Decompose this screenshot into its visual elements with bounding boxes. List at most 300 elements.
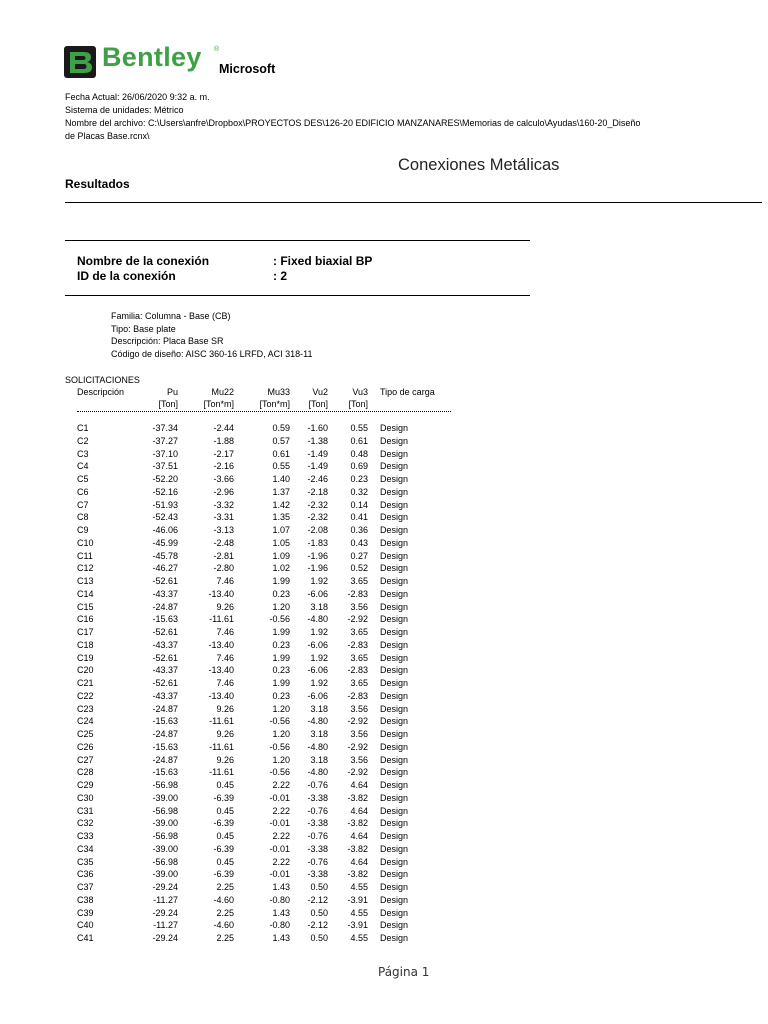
row-description: C20	[77, 665, 94, 676]
row-load-type: Design	[380, 525, 409, 535]
row-mu33: 1.09	[272, 550, 290, 561]
table-row	[0, 857, 768, 870]
table-row	[0, 908, 768, 921]
row-vu3: 4.64	[350, 831, 368, 841]
row-load-type: Design	[380, 754, 409, 765]
row-description: C32	[77, 818, 94, 829]
row-load-type: Design	[380, 831, 409, 841]
row-description: C25	[77, 729, 94, 739]
table-header-separator	[77, 411, 451, 412]
row-vu3: 3.56	[350, 754, 368, 765]
row-load-type: Design	[380, 716, 409, 727]
row-vu2: 1.92	[310, 627, 328, 637]
row-description: C40	[77, 920, 94, 931]
row-load-type: Design	[380, 843, 409, 854]
row-vu3: 3.56	[350, 729, 368, 739]
loads-heading: SOLICITACIONES	[65, 375, 140, 385]
row-description: C2	[77, 435, 89, 446]
row-mu22: 2.25	[216, 933, 234, 943]
row-mu33: 1.43	[272, 933, 290, 943]
row-mu22: 0.45	[216, 805, 234, 816]
row-vu2: -1.96	[307, 563, 328, 574]
row-pu: -52.16	[152, 486, 178, 497]
row-load-type: Design	[380, 767, 409, 778]
table-row	[0, 538, 768, 551]
row-vu3: -3.82	[347, 869, 368, 880]
table-row	[0, 780, 768, 793]
table-row	[0, 640, 768, 653]
row-vu3: 3.65	[350, 678, 368, 688]
row-mu33: 1.05	[272, 537, 290, 548]
row-pu: -15.63	[152, 767, 178, 778]
row-mu33: 1.20	[272, 729, 290, 739]
table-row	[0, 474, 768, 487]
row-description: C34	[77, 843, 94, 854]
row-vu2: -3.38	[307, 843, 328, 854]
table-row	[0, 461, 768, 474]
row-vu3: 0.41	[350, 512, 368, 523]
row-mu22: 2.25	[216, 882, 234, 892]
row-vu2: -1.49	[307, 461, 328, 472]
row-pu: -24.87	[152, 601, 178, 612]
row-load-type: Design	[380, 792, 409, 803]
row-mu33: -0.01	[269, 818, 290, 829]
row-description: C17	[77, 627, 94, 637]
row-mu22: -3.13	[213, 525, 234, 535]
row-pu: -15.63	[152, 741, 178, 752]
row-load-type: Design	[380, 499, 409, 510]
connection-bottom-rule	[65, 295, 530, 296]
row-pu: -39.00	[152, 792, 178, 803]
row-mu22: -2.17	[213, 448, 234, 459]
row-vu3: -3.82	[347, 818, 368, 829]
table-row	[0, 500, 768, 513]
row-mu22: 7.46	[216, 627, 234, 637]
table-row	[0, 423, 768, 436]
row-pu: -46.27	[152, 563, 178, 574]
row-vu2: 3.18	[310, 729, 328, 739]
row-vu2: -2.46	[307, 474, 328, 484]
row-vu3: 3.56	[350, 601, 368, 612]
table-row	[0, 716, 768, 729]
row-mu22: 0.45	[216, 831, 234, 841]
row-vu3: 4.64	[350, 856, 368, 867]
unit-vu3: [Ton]	[348, 399, 368, 409]
row-vu3: 4.55	[350, 907, 368, 918]
row-vu3: -2.83	[347, 639, 368, 650]
row-description: C31	[77, 805, 94, 816]
unit-pu: [Ton]	[158, 399, 178, 409]
row-mu22: 7.46	[216, 652, 234, 663]
table-row	[0, 729, 768, 742]
row-load-type: Design	[380, 474, 409, 484]
row-mu33: 1.02	[272, 563, 290, 574]
row-description: C33	[77, 831, 94, 841]
row-mu33: 0.59	[272, 423, 290, 433]
design-code-line: Código de diseño: AISC 360-16 LRFD, ACI 318-11	[111, 349, 313, 359]
row-mu33: 1.20	[272, 754, 290, 765]
row-load-type: Design	[380, 780, 409, 790]
row-vu3: 3.65	[350, 627, 368, 637]
row-description: C18	[77, 639, 94, 650]
row-load-type: Design	[380, 423, 409, 433]
row-vu3: 3.65	[350, 576, 368, 586]
row-mu22: -11.61	[209, 767, 234, 778]
row-mu33: 2.22	[272, 805, 290, 816]
row-pu: -15.63	[152, 716, 178, 727]
row-description: C22	[77, 690, 94, 701]
table-row	[0, 449, 768, 462]
row-vu3: 0.52	[350, 563, 368, 574]
bentley-wordmark: Bentley	[102, 42, 202, 72]
row-mu33: 0.61	[272, 448, 290, 459]
row-mu33: 0.23	[272, 588, 290, 599]
row-mu22: -6.39	[213, 843, 234, 854]
row-pu: -39.00	[152, 818, 178, 829]
row-vu3: 4.64	[350, 805, 368, 816]
row-pu: -51.93	[152, 499, 178, 510]
row-vu3: -2.92	[347, 767, 368, 778]
row-load-type: Design	[380, 805, 409, 816]
row-description: C35	[77, 856, 94, 867]
row-vu2: -2.32	[307, 499, 328, 510]
col-header-vu2: Vu2	[312, 387, 328, 397]
row-vu3: 0.43	[350, 537, 368, 548]
row-load-type: Design	[380, 601, 409, 612]
table-row	[0, 678, 768, 691]
row-vu3: 0.36	[350, 525, 368, 535]
description-line: Descripción: Placa Base SR	[111, 336, 224, 346]
connection-top-rule	[65, 240, 530, 241]
table-row	[0, 831, 768, 844]
row-load-type: Design	[380, 729, 409, 739]
row-mu22: -1.88	[213, 435, 234, 446]
table-row	[0, 818, 768, 831]
row-vu3: 4.55	[350, 933, 368, 943]
row-description: C29	[77, 780, 94, 790]
row-mu33: 1.43	[272, 907, 290, 918]
connection-id-value: : 2	[273, 269, 288, 283]
row-description: C9	[77, 525, 89, 535]
row-mu33: 1.20	[272, 601, 290, 612]
row-description: C6	[77, 486, 89, 497]
page-number: Página 1	[378, 965, 430, 979]
row-load-type: Design	[380, 882, 409, 892]
row-pu: -15.63	[152, 614, 178, 625]
row-vu2: -2.12	[307, 894, 328, 905]
row-vu2: -1.96	[307, 550, 328, 561]
row-pu: -52.20	[152, 474, 178, 484]
row-mu33: 0.23	[272, 665, 290, 676]
row-pu: -43.37	[152, 639, 178, 650]
row-description: C38	[77, 894, 94, 905]
row-pu: -11.27	[153, 894, 178, 905]
row-mu22: -2.80	[213, 563, 234, 574]
row-mu33: -0.56	[269, 767, 290, 778]
table-row	[0, 895, 768, 908]
table-row	[0, 436, 768, 449]
row-mu33: 2.22	[272, 831, 290, 841]
row-pu: -52.61	[152, 576, 178, 586]
section-heading: Resultados	[65, 177, 130, 191]
row-mu33: -0.01	[269, 843, 290, 854]
document-title: Conexiones Metálicas	[398, 156, 560, 174]
row-vu3: 0.32	[350, 486, 368, 497]
table-row	[0, 742, 768, 755]
row-mu22: -6.39	[213, 869, 234, 880]
row-pu: -43.37	[152, 588, 178, 599]
row-vu3: 3.65	[350, 652, 368, 663]
row-mu33: 0.57	[272, 435, 290, 446]
row-vu2: -1.38	[307, 435, 328, 446]
row-vu3: 0.27	[350, 550, 368, 561]
table-row	[0, 767, 768, 780]
unit-mu22: [Ton*m]	[203, 399, 234, 409]
row-vu2: -4.80	[307, 741, 328, 752]
row-vu2: -2.12	[307, 920, 328, 931]
row-vu3: -3.82	[347, 843, 368, 854]
row-mu22: -13.40	[208, 639, 234, 650]
row-load-type: Design	[380, 933, 409, 943]
table-row	[0, 933, 768, 946]
row-vu3: 4.55	[350, 882, 368, 892]
row-load-type: Design	[380, 588, 409, 599]
row-vu3: 0.69	[350, 461, 368, 472]
table-row	[0, 614, 768, 627]
file-name-line-2: de Placas Base.rcnx\	[65, 131, 150, 141]
table-row	[0, 627, 768, 640]
table-row	[0, 691, 768, 704]
row-description: C8	[77, 512, 89, 523]
row-mu33: 2.22	[272, 856, 290, 867]
col-header-mu22: Mu22	[211, 387, 234, 397]
row-mu22: -2.81	[213, 550, 234, 561]
row-vu3: 0.61	[350, 435, 368, 446]
row-pu: -45.78	[152, 550, 178, 561]
row-mu33: 0.55	[272, 461, 290, 472]
unit-system: Sistema de unidades: Métrico	[65, 105, 184, 115]
row-vu3: -3.91	[347, 920, 368, 931]
type-line: Tipo: Base plate	[111, 324, 176, 334]
row-mu33: 1.20	[272, 703, 290, 714]
table-row	[0, 793, 768, 806]
row-mu22: -11.61	[209, 716, 234, 727]
table-row	[0, 602, 768, 615]
row-vu2: -1.60	[307, 423, 328, 433]
row-vu2: -2.18	[307, 486, 328, 497]
row-mu22: 9.26	[216, 729, 234, 739]
row-vu2: -1.83	[307, 537, 328, 548]
row-load-type: Design	[380, 537, 409, 548]
current-date: Fecha Actual: 26/06/2020 9:32 a. m.	[65, 92, 210, 102]
row-pu: -29.24	[152, 933, 178, 943]
row-vu2: 1.92	[310, 652, 328, 663]
table-row	[0, 882, 768, 895]
table-row	[0, 806, 768, 819]
row-pu: -37.10	[152, 448, 178, 459]
table-row	[0, 551, 768, 564]
row-pu: -43.37	[152, 665, 178, 676]
row-vu2: -0.76	[307, 805, 328, 816]
row-pu: -37.51	[152, 461, 178, 472]
row-pu: -24.87	[152, 754, 178, 765]
row-load-type: Design	[380, 639, 409, 650]
connection-name-value: : Fixed biaxial BP	[273, 254, 373, 268]
row-load-type: Design	[380, 690, 409, 701]
row-description: C23	[77, 703, 94, 714]
unit-mu33: [Ton*m]	[259, 399, 290, 409]
row-description: C21	[77, 678, 94, 688]
connection-id-label: ID de la conexión	[77, 269, 176, 283]
row-mu22: -13.40	[208, 690, 234, 701]
row-mu22: -2.44	[213, 423, 234, 433]
row-vu2: 3.18	[310, 703, 328, 714]
row-mu22: -2.96	[213, 486, 234, 497]
row-load-type: Design	[380, 856, 409, 867]
row-vu2: -2.32	[307, 512, 328, 523]
row-mu22: -6.39	[213, 792, 234, 803]
row-pu: -56.98	[152, 831, 178, 841]
row-pu: -37.27	[152, 435, 178, 446]
row-vu3: -2.83	[347, 690, 368, 701]
registered-mark: ®	[214, 46, 220, 53]
row-mu33: 1.99	[272, 678, 290, 688]
row-vu2: 0.50	[310, 933, 328, 943]
table-row	[0, 665, 768, 678]
row-mu22: -3.31	[213, 512, 234, 523]
row-vu2: -3.38	[307, 818, 328, 829]
col-header-vu3: Vu3	[352, 387, 368, 397]
table-row	[0, 512, 768, 525]
row-mu22: 7.46	[216, 576, 234, 586]
row-pu: -52.61	[152, 678, 178, 688]
row-load-type: Design	[380, 741, 409, 752]
row-pu: -52.61	[152, 652, 178, 663]
row-vu2: -2.08	[307, 525, 328, 535]
row-mu33: 1.43	[272, 882, 290, 892]
row-mu22: -13.40	[208, 665, 234, 676]
table-row	[0, 704, 768, 717]
row-mu33: -0.56	[269, 614, 290, 625]
row-vu2: 1.92	[310, 678, 328, 688]
row-mu22: 0.45	[216, 856, 234, 867]
row-mu33: -0.80	[269, 894, 290, 905]
bentley-logo-mark-icon	[64, 46, 96, 78]
row-vu2: 3.18	[310, 754, 328, 765]
row-description: C5	[77, 474, 89, 484]
family-line: Familia: Columna - Base (CB)	[111, 311, 231, 321]
row-description: C13	[77, 576, 94, 586]
row-vu2: -0.76	[307, 831, 328, 841]
row-pu: -24.87	[152, 729, 178, 739]
row-load-type: Design	[380, 678, 409, 688]
table-row	[0, 869, 768, 882]
table-row	[0, 653, 768, 666]
section-divider	[65, 202, 762, 203]
row-pu: -39.00	[152, 843, 178, 854]
row-pu: -52.61	[152, 627, 178, 637]
row-description: C41	[77, 933, 94, 943]
row-mu22: -3.32	[213, 499, 234, 510]
row-mu22: 9.26	[216, 754, 234, 765]
row-mu22: -6.39	[213, 818, 234, 829]
table-row	[0, 487, 768, 500]
row-mu22: -11.61	[209, 741, 234, 752]
col-header-mu33: Mu33	[267, 387, 290, 397]
row-mu33: 0.23	[272, 639, 290, 650]
col-header-description: Descripción	[77, 387, 125, 397]
row-load-type: Design	[380, 435, 409, 446]
microsoft-label: Microsoft	[219, 62, 276, 76]
row-description: C10	[77, 537, 94, 548]
row-mu33: 2.22	[272, 780, 290, 790]
table-row	[0, 589, 768, 602]
row-load-type: Design	[380, 614, 409, 625]
row-mu22: -2.16	[213, 461, 234, 472]
row-mu33: 1.40	[272, 474, 290, 484]
row-mu22: 7.46	[216, 678, 234, 688]
table-row	[0, 920, 768, 933]
row-mu22: 2.25	[216, 907, 234, 918]
row-mu22: 9.26	[216, 601, 234, 612]
row-vu3: -2.83	[347, 665, 368, 676]
row-vu2: -3.38	[307, 869, 328, 880]
row-pu: -24.87	[152, 703, 178, 714]
row-vu3: -3.82	[347, 792, 368, 803]
row-description: C11	[77, 550, 93, 561]
row-pu: -56.98	[152, 780, 178, 790]
row-vu2: 3.18	[310, 601, 328, 612]
row-load-type: Design	[380, 550, 409, 561]
row-pu: -11.27	[153, 920, 178, 931]
row-vu2: -3.38	[307, 792, 328, 803]
row-vu3: -2.92	[347, 716, 368, 727]
row-description: C3	[77, 448, 89, 459]
row-description: C4	[77, 461, 89, 472]
row-vu3: -2.92	[347, 614, 368, 625]
row-mu33: 0.23	[272, 690, 290, 701]
row-mu33: -0.01	[269, 792, 290, 803]
bentley-logo	[64, 42, 304, 80]
row-description: C30	[77, 792, 94, 803]
row-vu2: -6.06	[307, 639, 328, 650]
row-description: C37	[77, 882, 94, 892]
row-mu22: 9.26	[216, 703, 234, 714]
row-description: C24	[77, 716, 94, 727]
row-pu: -45.99	[152, 537, 178, 548]
row-load-type: Design	[380, 869, 409, 880]
row-description: C14	[77, 588, 94, 599]
row-pu: -52.43	[152, 512, 178, 523]
row-mu22: 0.45	[216, 780, 234, 790]
table-units-row	[0, 399, 768, 411]
unit-vu2: [Ton]	[308, 399, 328, 409]
row-mu22: -4.60	[213, 894, 234, 905]
row-mu22: -3.66	[213, 474, 234, 484]
row-vu3: 0.48	[350, 448, 368, 459]
row-mu33: 1.99	[272, 627, 290, 637]
row-vu2: -6.06	[307, 690, 328, 701]
row-vu3: -3.91	[347, 894, 368, 905]
row-description: C16	[77, 614, 94, 625]
row-load-type: Design	[380, 665, 409, 676]
row-vu3: 0.14	[350, 499, 368, 510]
row-load-type: Design	[380, 818, 409, 829]
row-load-type: Design	[380, 576, 409, 586]
row-description: C19	[77, 652, 94, 663]
file-name-line-1: Nombre del archivo: C:\Users\anfre\Dropbox\PROYECTOS DES\126-20 EDIFICIO MANZANARES\Memorias de calculo\Ayudas\160-20_Diseño	[65, 118, 641, 128]
row-load-type: Design	[380, 894, 409, 905]
